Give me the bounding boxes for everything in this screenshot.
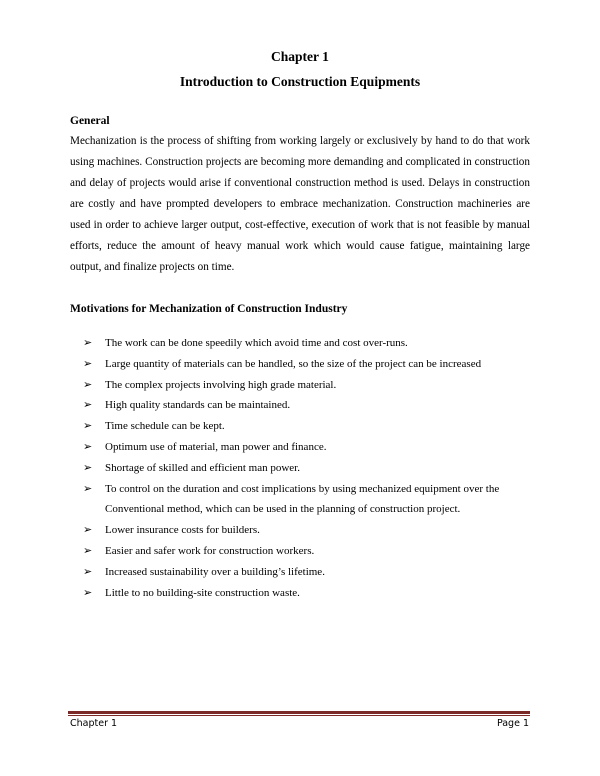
arrow-bullet-icon: ➢ (83, 460, 93, 474)
list-item-text: To control on the duration and cost implications by using mechanized equipment over the Conventional method, which can be used in the planning of construction project. (105, 482, 500, 516)
list-item (83, 562, 530, 583)
footer-divider-thin (68, 715, 530, 716)
list-item-text: The complex projects involving high grade material. (105, 378, 337, 391)
arrow-bullet-icon: ➢ (83, 564, 93, 578)
chapter-title: Introduction to Construction Equipments (179, 74, 421, 89)
list-item (83, 583, 530, 604)
list-item (83, 520, 530, 541)
footer-chapter-label: Chapter 1 (70, 718, 118, 729)
list-item-text: Increased sustainability over a building’s lifetime. (105, 565, 325, 578)
page-content (70, 48, 530, 603)
footer-page-number: Page 1 (496, 718, 529, 729)
list-item-text: Shortage of skilled and efficient man power. (105, 461, 300, 474)
footer-divider-thick (68, 711, 530, 714)
list-item-text: Optimum use of material, man power and finance. (105, 440, 327, 453)
arrow-bullet-icon: ➢ (83, 439, 93, 453)
list-item (83, 354, 530, 375)
motivations-heading: Motivations for Mechanization of Construction Industry (70, 303, 348, 315)
list-item-text: Easier and safer work for construction workers. (105, 544, 315, 557)
arrow-bullet-icon: ➢ (83, 419, 93, 433)
general-paragraph: Mechanization is the process of shifting from working largely or exclusively by hand to do that work using machines. Construction projects are becoming more demanding and complicated in construction and delay of projects would arise if conventional construction method is used. Delays in construction are costly and have prompted developers to embrace mechanization. Construction machineries are used in order to achieve larger output, cost-effective, execution of work that is not feasible by manual efforts, reduce the amount of heavy manual work which would cause fatigue, maintaining large output, and finalize projects on time. (70, 135, 530, 273)
list-item (83, 541, 530, 562)
list-item (83, 458, 530, 479)
list-item-text: Little to no building-site construction waste. (105, 586, 300, 599)
list-item (83, 479, 530, 521)
arrow-bullet-icon: ➢ (83, 336, 93, 349)
list-item (83, 437, 530, 458)
chapter-number: Chapter 1 (271, 49, 329, 64)
arrow-bullet-icon: ➢ (83, 481, 93, 495)
list-item-text: The work can be done speedily which avoid time and cost over-runs. (105, 337, 408, 349)
arrow-bullet-icon: ➢ (83, 585, 93, 599)
list-item-text: Time schedule can be kept. (105, 420, 225, 433)
list-item (83, 333, 530, 354)
list-item-text: Large quantity of materials can be handled, so the size of the project can be increased (105, 357, 482, 370)
arrow-bullet-icon: ➢ (83, 398, 93, 412)
list-item-text: High quality standards can be maintained. (105, 399, 291, 412)
arrow-bullet-icon: ➢ (83, 523, 93, 537)
general-heading: General (70, 115, 110, 127)
list-item (83, 375, 530, 396)
arrow-bullet-icon: ➢ (83, 356, 93, 370)
list-item (83, 395, 530, 416)
arrow-bullet-icon: ➢ (83, 543, 93, 557)
list-item-text: Lower insurance costs for builders. (105, 524, 260, 537)
motivations-list (70, 333, 530, 603)
arrow-bullet-icon: ➢ (83, 377, 93, 391)
list-item (83, 416, 530, 437)
